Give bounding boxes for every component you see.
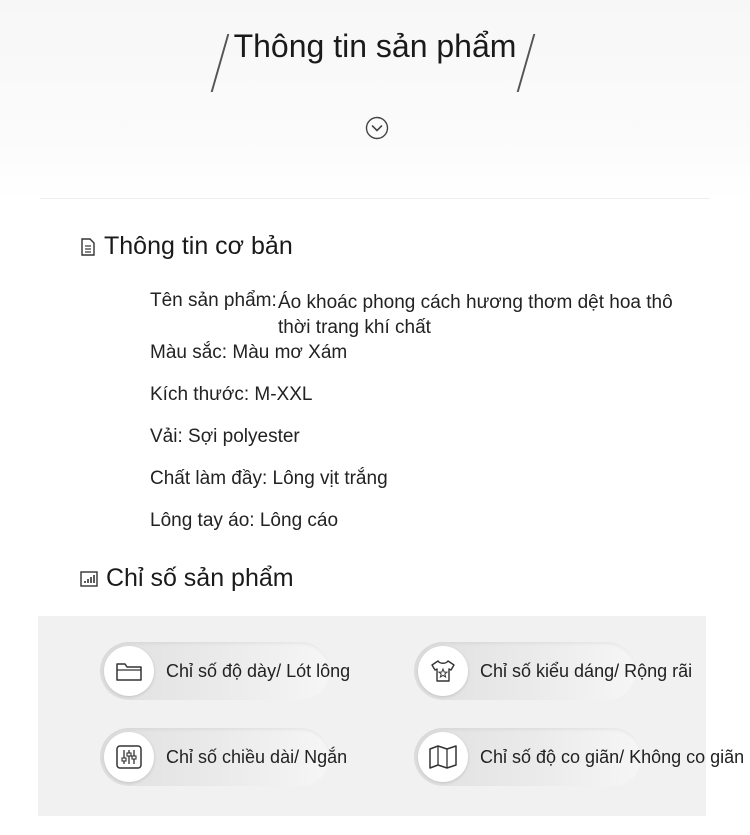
shirt-icon xyxy=(429,658,457,684)
indices-heading xyxy=(80,564,294,593)
folder-icon xyxy=(115,659,143,683)
indices-panel xyxy=(38,616,745,816)
index-length-knob xyxy=(104,732,154,782)
chevron-down-icon[interactable] xyxy=(365,116,389,140)
product-name-value xyxy=(278,290,673,340)
index-elasticity-knob xyxy=(418,732,468,782)
page-title: Thông tin sản phẩm xyxy=(233,28,517,64)
basic-info-heading-text: Thông tin cơ bản xyxy=(104,232,293,260)
index-fit xyxy=(414,642,693,700)
index-elasticity xyxy=(414,728,745,786)
fabric-row: Vải: Sợi polyester xyxy=(150,426,300,447)
index-thickness xyxy=(100,642,351,700)
sleeve-fur-row: Lông tay áo: Lông cáo xyxy=(150,510,339,531)
sliders-icon xyxy=(115,744,143,770)
product-name-line-1: Áo khoác phong cách hương thơm dệt hoa thô xyxy=(278,292,673,313)
index-length-label: Chỉ số chiều dài/ Ngắn xyxy=(166,747,348,767)
header-divider xyxy=(40,198,710,199)
index-thickness-knob xyxy=(104,646,154,696)
header-section xyxy=(0,0,750,200)
color-row: Màu sắc: Màu mơ Xám xyxy=(150,342,348,363)
basic-info-heading xyxy=(80,232,293,261)
product-name-row xyxy=(150,290,673,338)
index-fit-knob xyxy=(418,646,468,696)
bar-chart-icon xyxy=(80,571,98,587)
size-row: Kích thước: M-XXL xyxy=(150,384,313,405)
index-fit-label: Chỉ số kiểu dáng/ Rộng rãi xyxy=(480,661,693,681)
product-name-label: Tên sản phẩm: xyxy=(150,290,277,311)
indices-heading-text: Chỉ số sản phẩm xyxy=(106,564,294,592)
product-name-line-2: thời trang khí chất xyxy=(278,317,431,338)
index-elasticity-label: Chỉ số độ co giãn/ Không co giãn xyxy=(480,747,745,767)
map-icon xyxy=(428,744,458,770)
index-length xyxy=(100,728,348,786)
filling-row: Chất làm đầy: Lông vịt trắng xyxy=(150,468,388,489)
index-thickness-label: Chỉ số độ dày/ Lót lông xyxy=(166,661,351,681)
document-icon xyxy=(80,238,96,256)
